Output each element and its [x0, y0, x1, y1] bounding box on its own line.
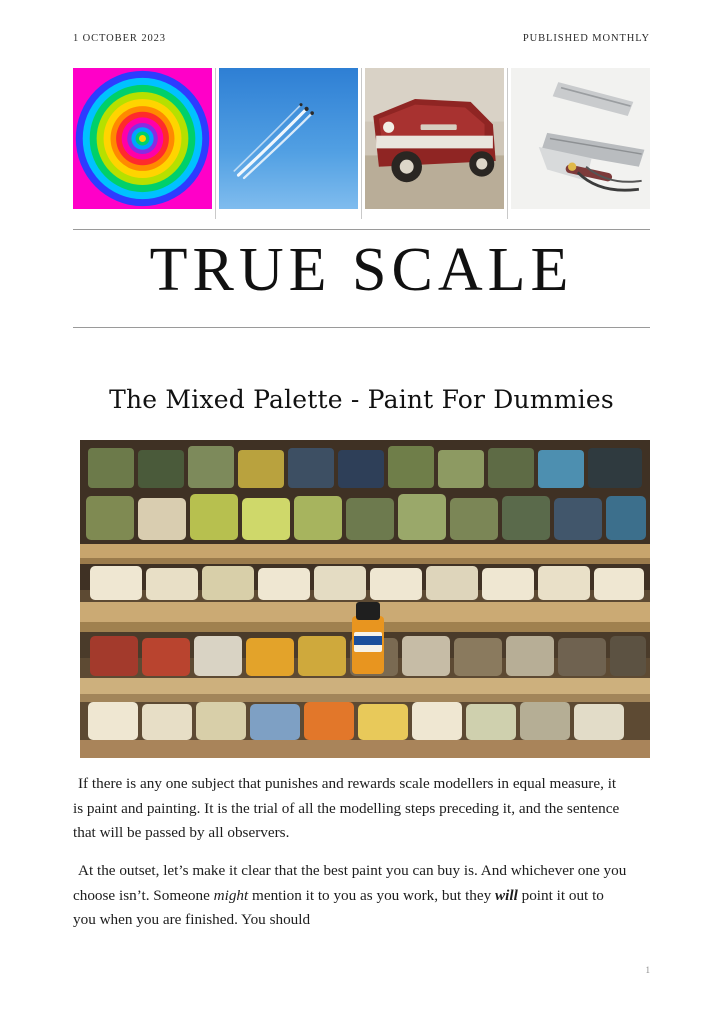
paragraph-2-middle: mention it to you as you work, but they: [248, 886, 496, 904]
article-body: [73, 772, 629, 946]
article-paragraph-2: [73, 859, 629, 933]
airbrush-tool-thumbnail: [511, 68, 650, 209]
page-title: TRUE SCALE: [149, 236, 574, 304]
header-meta-row: [73, 33, 650, 44]
thumbnail-divider-1: [215, 68, 216, 219]
jet-contrail-thumbnail: [219, 68, 358, 209]
thumbnail-divider-2: [361, 68, 362, 219]
paragraph-2-emphasis: might: [213, 886, 249, 904]
masthead-rule-top: [73, 229, 650, 230]
article-headline: The Mixed Palette - Paint For Dummies: [109, 385, 614, 414]
paragraph-2-strong: will: [495, 886, 518, 904]
issue-date: 1 OCTOBER 2023: [73, 33, 166, 44]
paragraph-2-lead: At the outset, let’s make it clear that the best paint you can buy is. And whichever one you choose isn’t. Someone: [73, 861, 627, 904]
paragraph-1-text: If there is any one subject that punishes and rewards scale modellers in equal measure, it is paint and painting. It is the trial of all the modelling steps preceding it, and the sentence that will be passed by all observers.: [73, 775, 620, 842]
thumbnail-divider-3: [507, 68, 508, 219]
rainbow-rings-thumbnail: [73, 68, 212, 209]
page-number: 1: [645, 965, 650, 975]
article-paragraph-1: [73, 772, 629, 846]
paragraph-2-tail: point it out to you when you are finished. You should: [73, 886, 604, 929]
classic-car-thumbnail: [365, 68, 504, 209]
masthead-rule-bottom: [73, 327, 650, 328]
thumbnail-strip: [73, 68, 650, 219]
paint-jars-shelf-photo: [80, 440, 650, 758]
publication-frequency: PUBLISHED MONTHLY: [522, 33, 650, 44]
